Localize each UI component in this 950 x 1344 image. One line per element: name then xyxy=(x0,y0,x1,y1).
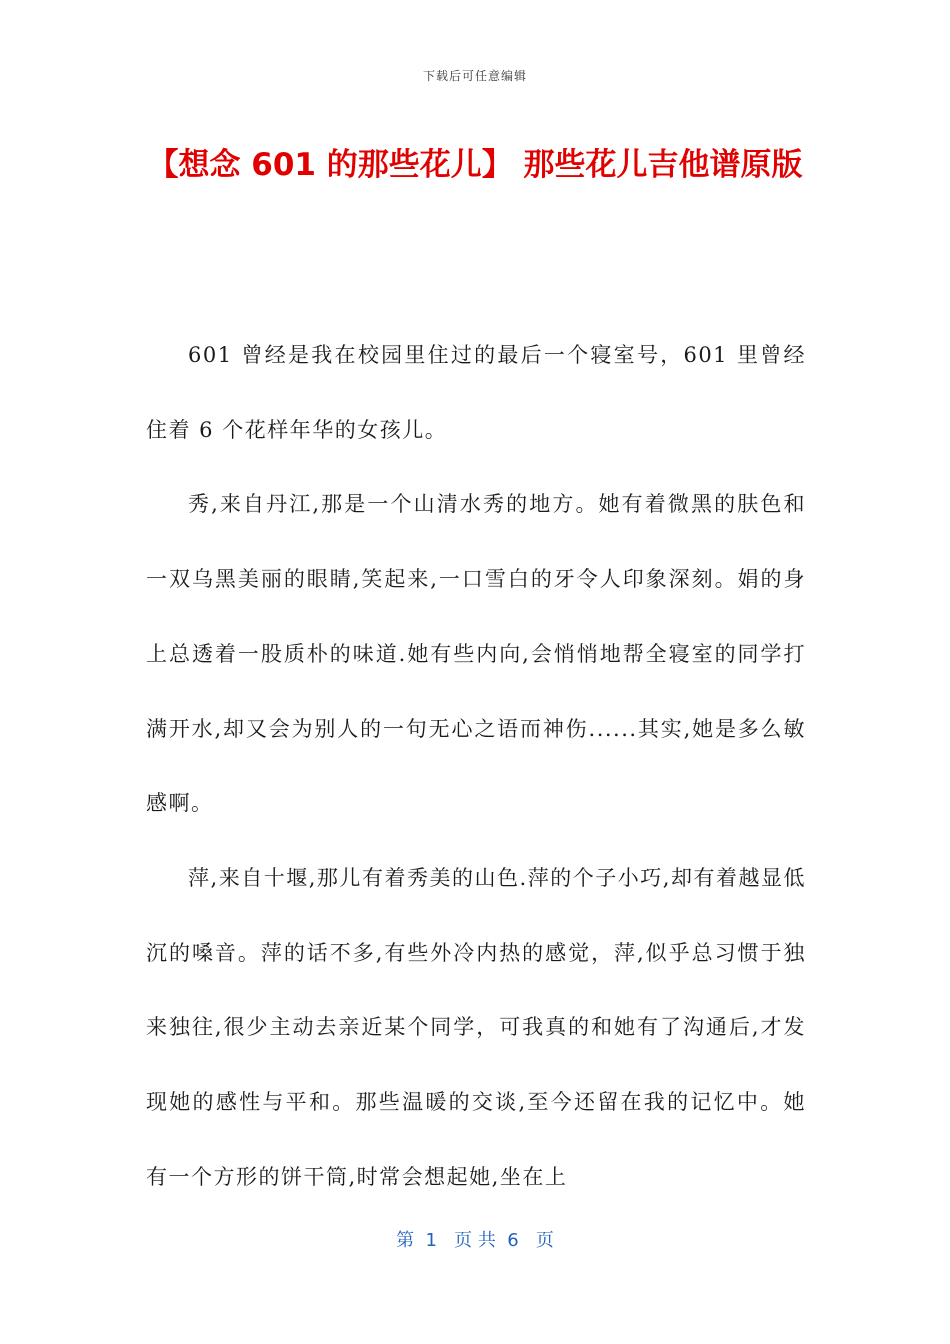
document-body xyxy=(146,318,806,1214)
document-title: 【想念 601 的那些花儿】 那些花儿吉他谱原版 xyxy=(147,147,803,183)
page-number-footer: 第 1 页 共 6 页 xyxy=(396,1230,554,1251)
paragraph: 萍,来自十堰,那儿有着秀美的山色.萍的个子小巧,却有着越显低沉的嗓音。萍的话不多,有些外冷内热的感觉，萍,似乎总习惯于独来独往,很少主动去亲近某个同学，可我真的和她有了沟通后,才发现她的感性与平和。那些温暖的交谈,至今还留在我的记忆中。她有一个方形的饼干筒,时常会想起她,坐在上 xyxy=(146,865,806,1189)
paragraph: 601 曾经是我在校园里住过的最后一个寝室号，601 里曾经住着 6 个花样年华的女孩儿。 xyxy=(146,343,806,442)
paragraph: 秀,来自丹江,那是一个山清水秀的地方。她有着微黑的肤色和一双乌黑美丽的眼睛,笑起来,一口雪白的牙令人印象深刻。娟的身上总透着一股质朴的味道.她有些内向,会悄悄地帮全寝室的同学打满开水,却又会为别人的一句无心之语而神伤......其实,她是多么敏感啊。 xyxy=(146,492,806,816)
header-note: 下载后可任意编辑 xyxy=(422,69,527,83)
